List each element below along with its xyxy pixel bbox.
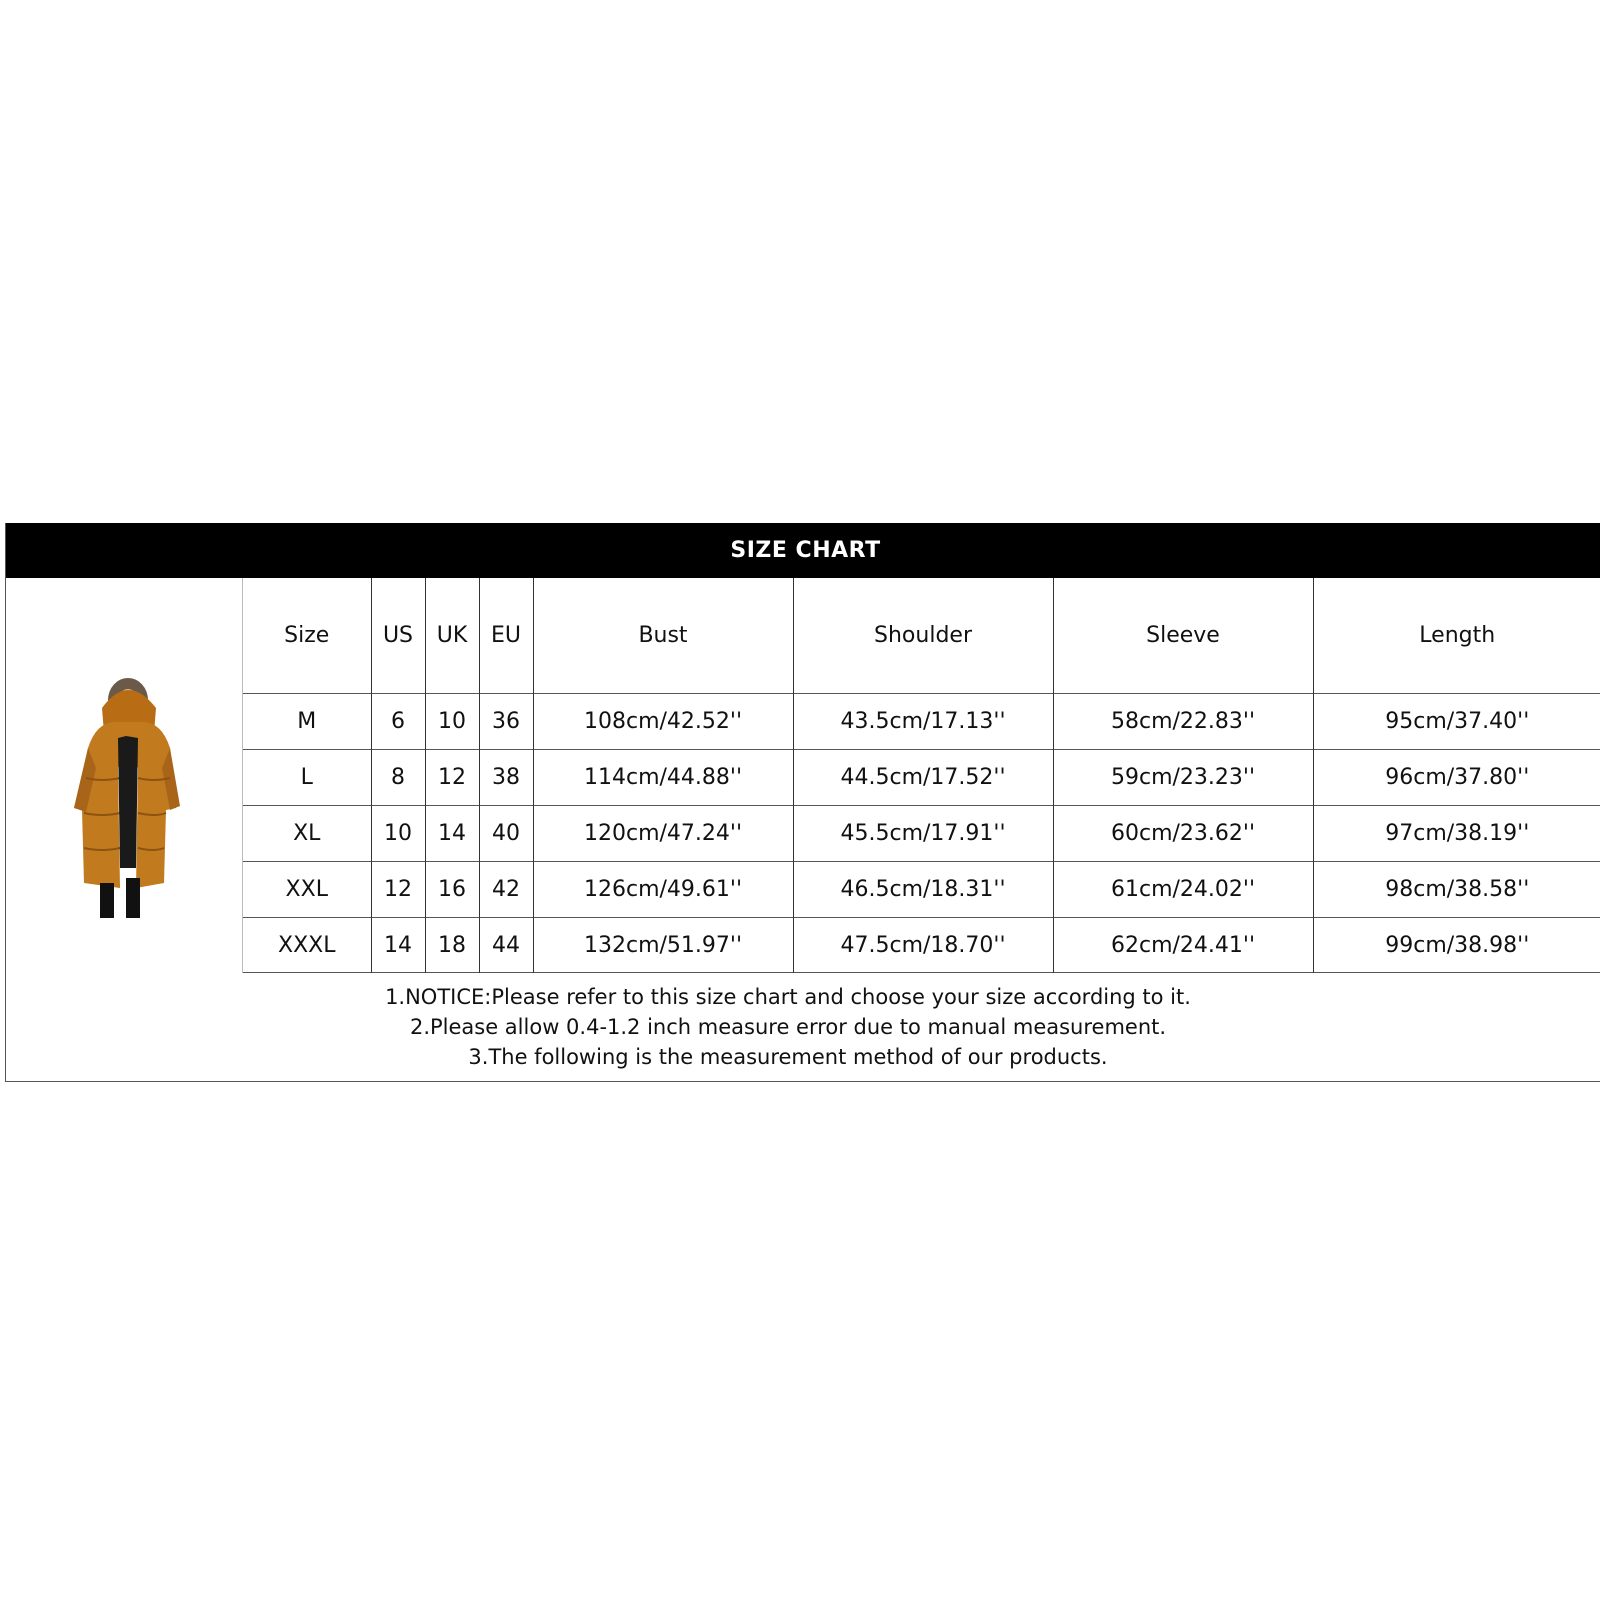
cell-shoulder: 47.5cm/18.70'' bbox=[793, 917, 1053, 973]
cell-uk: 16 bbox=[425, 862, 479, 918]
cell-length: 95cm/37.40'' bbox=[1313, 694, 1600, 750]
product-photo-cell bbox=[6, 578, 243, 973]
cell-us: 10 bbox=[371, 806, 425, 862]
cell-size: M bbox=[243, 694, 371, 750]
size-notes bbox=[6, 973, 1600, 1081]
cell-us: 8 bbox=[371, 750, 425, 806]
cell-uk: 14 bbox=[425, 806, 479, 862]
cell-shoulder: 43.5cm/17.13'' bbox=[793, 694, 1053, 750]
cell-bust: 126cm/49.61'' bbox=[533, 862, 793, 918]
cell-us: 14 bbox=[371, 917, 425, 973]
header-size: Size bbox=[284, 623, 330, 649]
header-us: US bbox=[371, 578, 425, 694]
cell-us: 6 bbox=[371, 694, 425, 750]
cell-uk: 10 bbox=[425, 694, 479, 750]
table-header-row bbox=[243, 578, 1600, 694]
cell-bust: 132cm/51.97'' bbox=[533, 917, 793, 973]
header-length: Length bbox=[1313, 578, 1600, 694]
header-sleeve: Sleeve bbox=[1053, 578, 1313, 694]
cell-sleeve: 58cm/22.83'' bbox=[1053, 694, 1313, 750]
cell-uk: 12 bbox=[425, 750, 479, 806]
cell-size: XXL bbox=[243, 862, 371, 918]
table-row bbox=[243, 862, 1600, 918]
cell-length: 97cm/38.19'' bbox=[1313, 806, 1600, 862]
cell-eu: 40 bbox=[479, 806, 533, 862]
cell-eu: 36 bbox=[479, 694, 533, 750]
size-table bbox=[243, 578, 1600, 973]
cell-shoulder: 44.5cm/17.52'' bbox=[793, 750, 1053, 806]
cell-bust: 114cm/44.88'' bbox=[533, 750, 793, 806]
header-shoulder: Shoulder bbox=[793, 578, 1053, 694]
note-line: 2.Please allow 0.4-1.2 inch measure error due to manual measurement. bbox=[409, 1015, 1167, 1039]
cell-bust: 120cm/47.24'' bbox=[533, 806, 793, 862]
cell-sleeve: 60cm/23.62'' bbox=[1053, 806, 1313, 862]
cell-shoulder: 45.5cm/17.91'' bbox=[793, 806, 1053, 862]
cell-length: 98cm/38.58'' bbox=[1313, 862, 1600, 918]
cell-eu: 44 bbox=[479, 917, 533, 973]
cell-size: XL bbox=[243, 806, 371, 862]
cell-shoulder: 46.5cm/18.31'' bbox=[793, 862, 1053, 918]
size-chart-title: SIZE CHART bbox=[6, 523, 1600, 578]
cell-eu: 38 bbox=[479, 750, 533, 806]
table-row bbox=[243, 806, 1600, 862]
product-photo-icon bbox=[66, 678, 186, 923]
note-line: 1.NOTICE:Please refer to this size chart and choose your size according to it. bbox=[385, 985, 1191, 1009]
cell-uk: 18 bbox=[425, 917, 479, 973]
cell-bust: 108cm/42.52'' bbox=[533, 694, 793, 750]
note-line: 3.The following is the measurement method of our products. bbox=[468, 1045, 1108, 1069]
header-eu: EU bbox=[479, 578, 533, 694]
table-row bbox=[243, 694, 1600, 750]
size-chart bbox=[5, 523, 1600, 1082]
cell-sleeve: 61cm/24.02'' bbox=[1053, 862, 1313, 918]
table-row bbox=[243, 917, 1600, 973]
cell-length: 99cm/38.98'' bbox=[1313, 917, 1600, 973]
header-bust: Bust bbox=[533, 578, 793, 694]
cell-size: L bbox=[243, 750, 371, 806]
header-uk: UK bbox=[425, 578, 479, 694]
cell-us: 12 bbox=[371, 862, 425, 918]
cell-eu: 42 bbox=[479, 862, 533, 918]
cell-length: 96cm/37.80'' bbox=[1313, 750, 1600, 806]
size-table-wrapper bbox=[243, 578, 1600, 973]
cell-size: XXXL bbox=[243, 917, 371, 973]
table-row bbox=[243, 750, 1600, 806]
cell-sleeve: 62cm/24.41'' bbox=[1053, 917, 1313, 973]
cell-sleeve: 59cm/23.23'' bbox=[1053, 750, 1313, 806]
